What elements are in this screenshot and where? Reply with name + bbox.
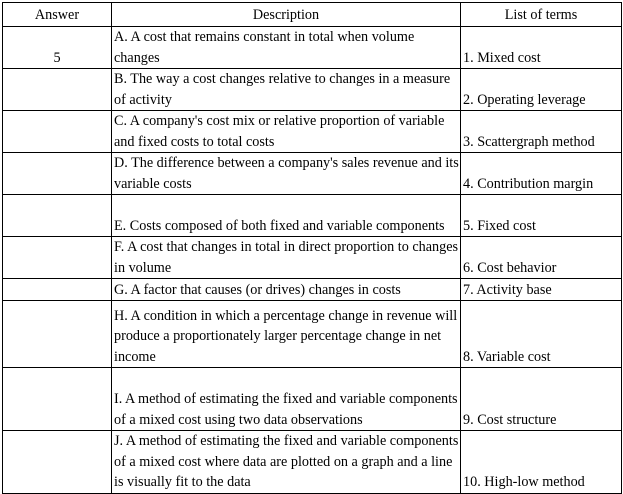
answer-cell[interactable] bbox=[3, 301, 112, 368]
description-cell: C. A company's cost mix or relative proportion of variable and fixed costs to total costs bbox=[112, 111, 461, 153]
term-cell: 3. Scattergraph method bbox=[461, 111, 622, 153]
header-row bbox=[3, 3, 622, 27]
term-cell: 5. Fixed cost bbox=[461, 195, 622, 237]
answer-cell[interactable] bbox=[3, 69, 112, 111]
table-row bbox=[3, 301, 622, 368]
description-column-header: Description bbox=[112, 3, 461, 27]
table-row bbox=[3, 111, 622, 153]
answer-cell[interactable] bbox=[3, 195, 112, 237]
answer-cell[interactable]: 5 bbox=[3, 27, 112, 69]
term-cell: 7. Activity base bbox=[461, 279, 622, 301]
table-row bbox=[3, 279, 622, 301]
term-cell: 10. High-low method bbox=[461, 431, 622, 494]
answer-cell[interactable] bbox=[3, 368, 112, 431]
term-cell: 9. Cost structure bbox=[461, 368, 622, 431]
term-cell: 8. Variable cost bbox=[461, 301, 622, 368]
description-cell: D. The difference between a company's sales revenue and its variable costs bbox=[112, 153, 461, 195]
table-row bbox=[3, 431, 622, 494]
table-row bbox=[3, 27, 622, 69]
description-cell: A. A cost that remains constant in total when volume changes bbox=[112, 27, 461, 69]
matching-table bbox=[2, 2, 622, 494]
table-row bbox=[3, 69, 622, 111]
terms-column-header: List of terms bbox=[461, 3, 622, 27]
description-cell: F. A cost that changes in total in direct proportion to changes in volume bbox=[112, 237, 461, 279]
description-cell: J. A method of estimating the fixed and variable components of a mixed cost where data are plotted on a graph and a line is visually fit to the data bbox=[112, 431, 461, 494]
answer-cell[interactable] bbox=[3, 153, 112, 195]
table-row bbox=[3, 195, 622, 237]
answer-column-header: Answer bbox=[3, 3, 112, 27]
description-cell: H. A condition in which a percentage change in revenue will produce a proportionately larger percentage change in net income bbox=[112, 301, 461, 368]
answer-cell[interactable] bbox=[3, 237, 112, 279]
description-cell: E. Costs composed of both fixed and variable components bbox=[112, 195, 461, 237]
term-cell: 6. Cost behavior bbox=[461, 237, 622, 279]
description-cell: G. A factor that causes (or drives) changes in costs bbox=[112, 279, 461, 301]
answer-cell[interactable] bbox=[3, 279, 112, 301]
table-row bbox=[3, 237, 622, 279]
answer-cell[interactable] bbox=[3, 111, 112, 153]
term-cell: 2. Operating leverage bbox=[461, 69, 622, 111]
table-row bbox=[3, 153, 622, 195]
description-cell: B. The way a cost changes relative to changes in a measure of activity bbox=[112, 69, 461, 111]
table-row bbox=[3, 368, 622, 431]
term-cell: 4. Contribution margin bbox=[461, 153, 622, 195]
term-cell: 1. Mixed cost bbox=[461, 27, 622, 69]
description-cell: I. A method of estimating the fixed and variable components of a mixed cost using two data observations bbox=[112, 368, 461, 431]
answer-cell[interactable] bbox=[3, 431, 112, 494]
